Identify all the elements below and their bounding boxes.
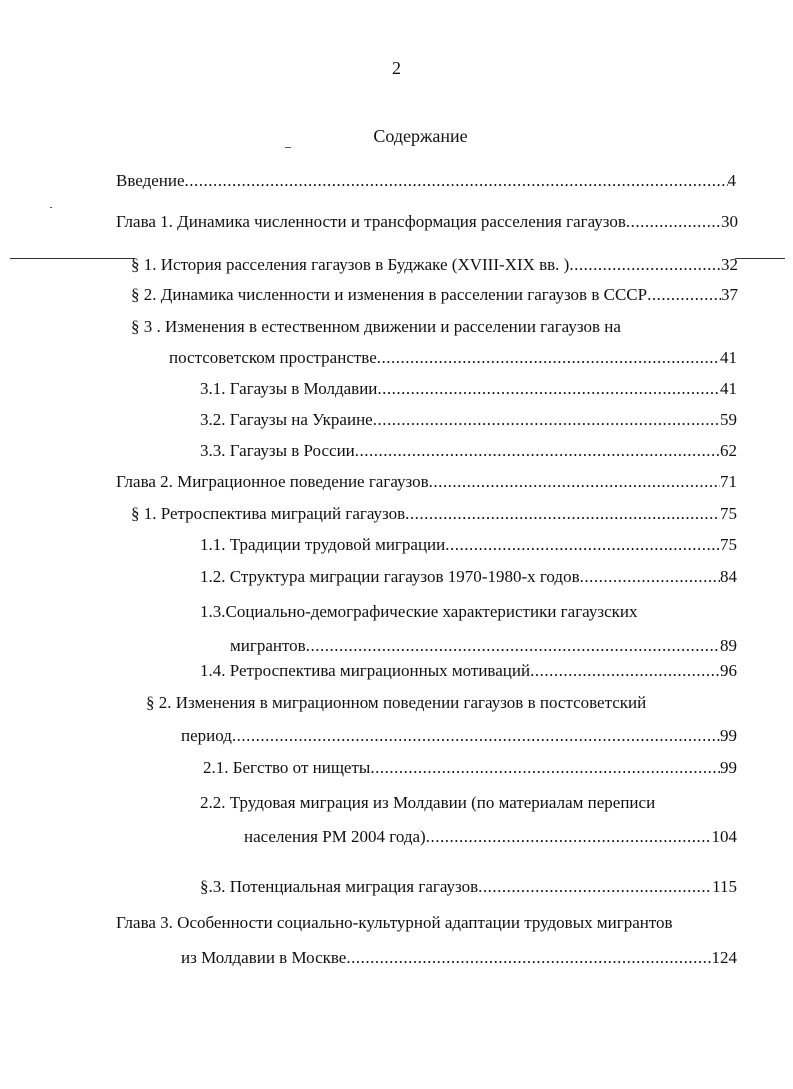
- toc-entry-3-1[interactable]: 3.1. Гагаузы в Молдавии ..... 41: [200, 378, 737, 400]
- toc-entry-introduction[interactable]: Введение ..... 4: [116, 170, 736, 192]
- toc-entry-1-2-sub[interactable]: 1.2. Структура миграции гагаузов 1970-1980-х годов ..... 84: [200, 566, 737, 588]
- toc-entry-1-3-cont[interactable]: постсоветском пространстве ..... 41: [169, 347, 737, 369]
- toc-entry-2-2[interactable]: § 2. Изменения в миграционном поведении гагаузов в постсоветский: [146, 693, 647, 712]
- toc-entry-chapter-1[interactable]: Глава 1. Динамика численности и трансформация расселения гагаузов ..... 30: [116, 211, 738, 233]
- scan-speck: [50, 207, 52, 208]
- toc-entry-2-2-sub[interactable]: 2.2. Трудовая миграция из Молдавии (по материалам переписи: [200, 793, 656, 812]
- toc-entry-1-4-sub[interactable]: 1.4. Ретроспектива миграционных мотиваций ..... 96: [200, 660, 737, 682]
- toc-entry-chapter-2[interactable]: Глава 2. Миграционное поведение гагаузов ..... 71: [116, 471, 737, 493]
- toc-entry-2-1-sub[interactable]: 2.1. Бегство от нищеты ..... 99: [203, 757, 737, 779]
- toc-entry-chapter-3-cont[interactable]: из Молдавии в Москве ..... 124: [181, 947, 737, 969]
- toc-entry-1-1[interactable]: § 1. История расселения гагаузов в Буджаке (XVIII-XIX вв. ) ..... 32: [131, 254, 738, 276]
- toc-entry-1-3-sub-cont[interactable]: мигрантов ..... 89: [230, 635, 737, 657]
- toc-entry-1-3[interactable]: § 3 . Изменения в естественном движении и расселении гагаузов на: [131, 317, 621, 336]
- scan-speck: [285, 147, 291, 148]
- toc-entry-3-2[interactable]: 3.2. Гагаузы на Украине ..... 59: [200, 409, 737, 431]
- toc-title: Содержание: [373, 126, 468, 146]
- toc-entry-chapter-3[interactable]: Глава 3. Особенности социально-культурной адаптации трудовых мигрантов: [116, 913, 673, 932]
- toc-entry-3-3[interactable]: 3.3. Гагаузы в России ..... 62: [200, 440, 737, 462]
- toc-entry-1-2[interactable]: § 2. Динамика численности и изменения в расселении гагаузов в СССР ..... 37: [131, 284, 738, 306]
- toc-entry-2-1[interactable]: § 1. Ретроспектива миграций гагаузов ..... 75: [131, 503, 737, 525]
- toc-entry-2-2-cont[interactable]: период ..... 99: [181, 725, 737, 747]
- scan-artifact-line: [10, 258, 135, 259]
- toc-entry-1-1-sub[interactable]: 1.1. Традиции трудовой миграции ..... 75: [200, 534, 737, 556]
- toc-entry-2-2-sub-cont[interactable]: населения РМ 2004 года) ..... 104: [244, 826, 737, 848]
- scan-artifact-line: [735, 258, 785, 259]
- toc-entry-1-3-sub[interactable]: 1.3.Социально-демографические характеристики гагаузских: [200, 602, 638, 621]
- toc-entry-2-3-sub[interactable]: §.3. Потенциальная миграция гагаузов ..... 115: [200, 876, 737, 898]
- page-number: 2: [392, 58, 401, 78]
